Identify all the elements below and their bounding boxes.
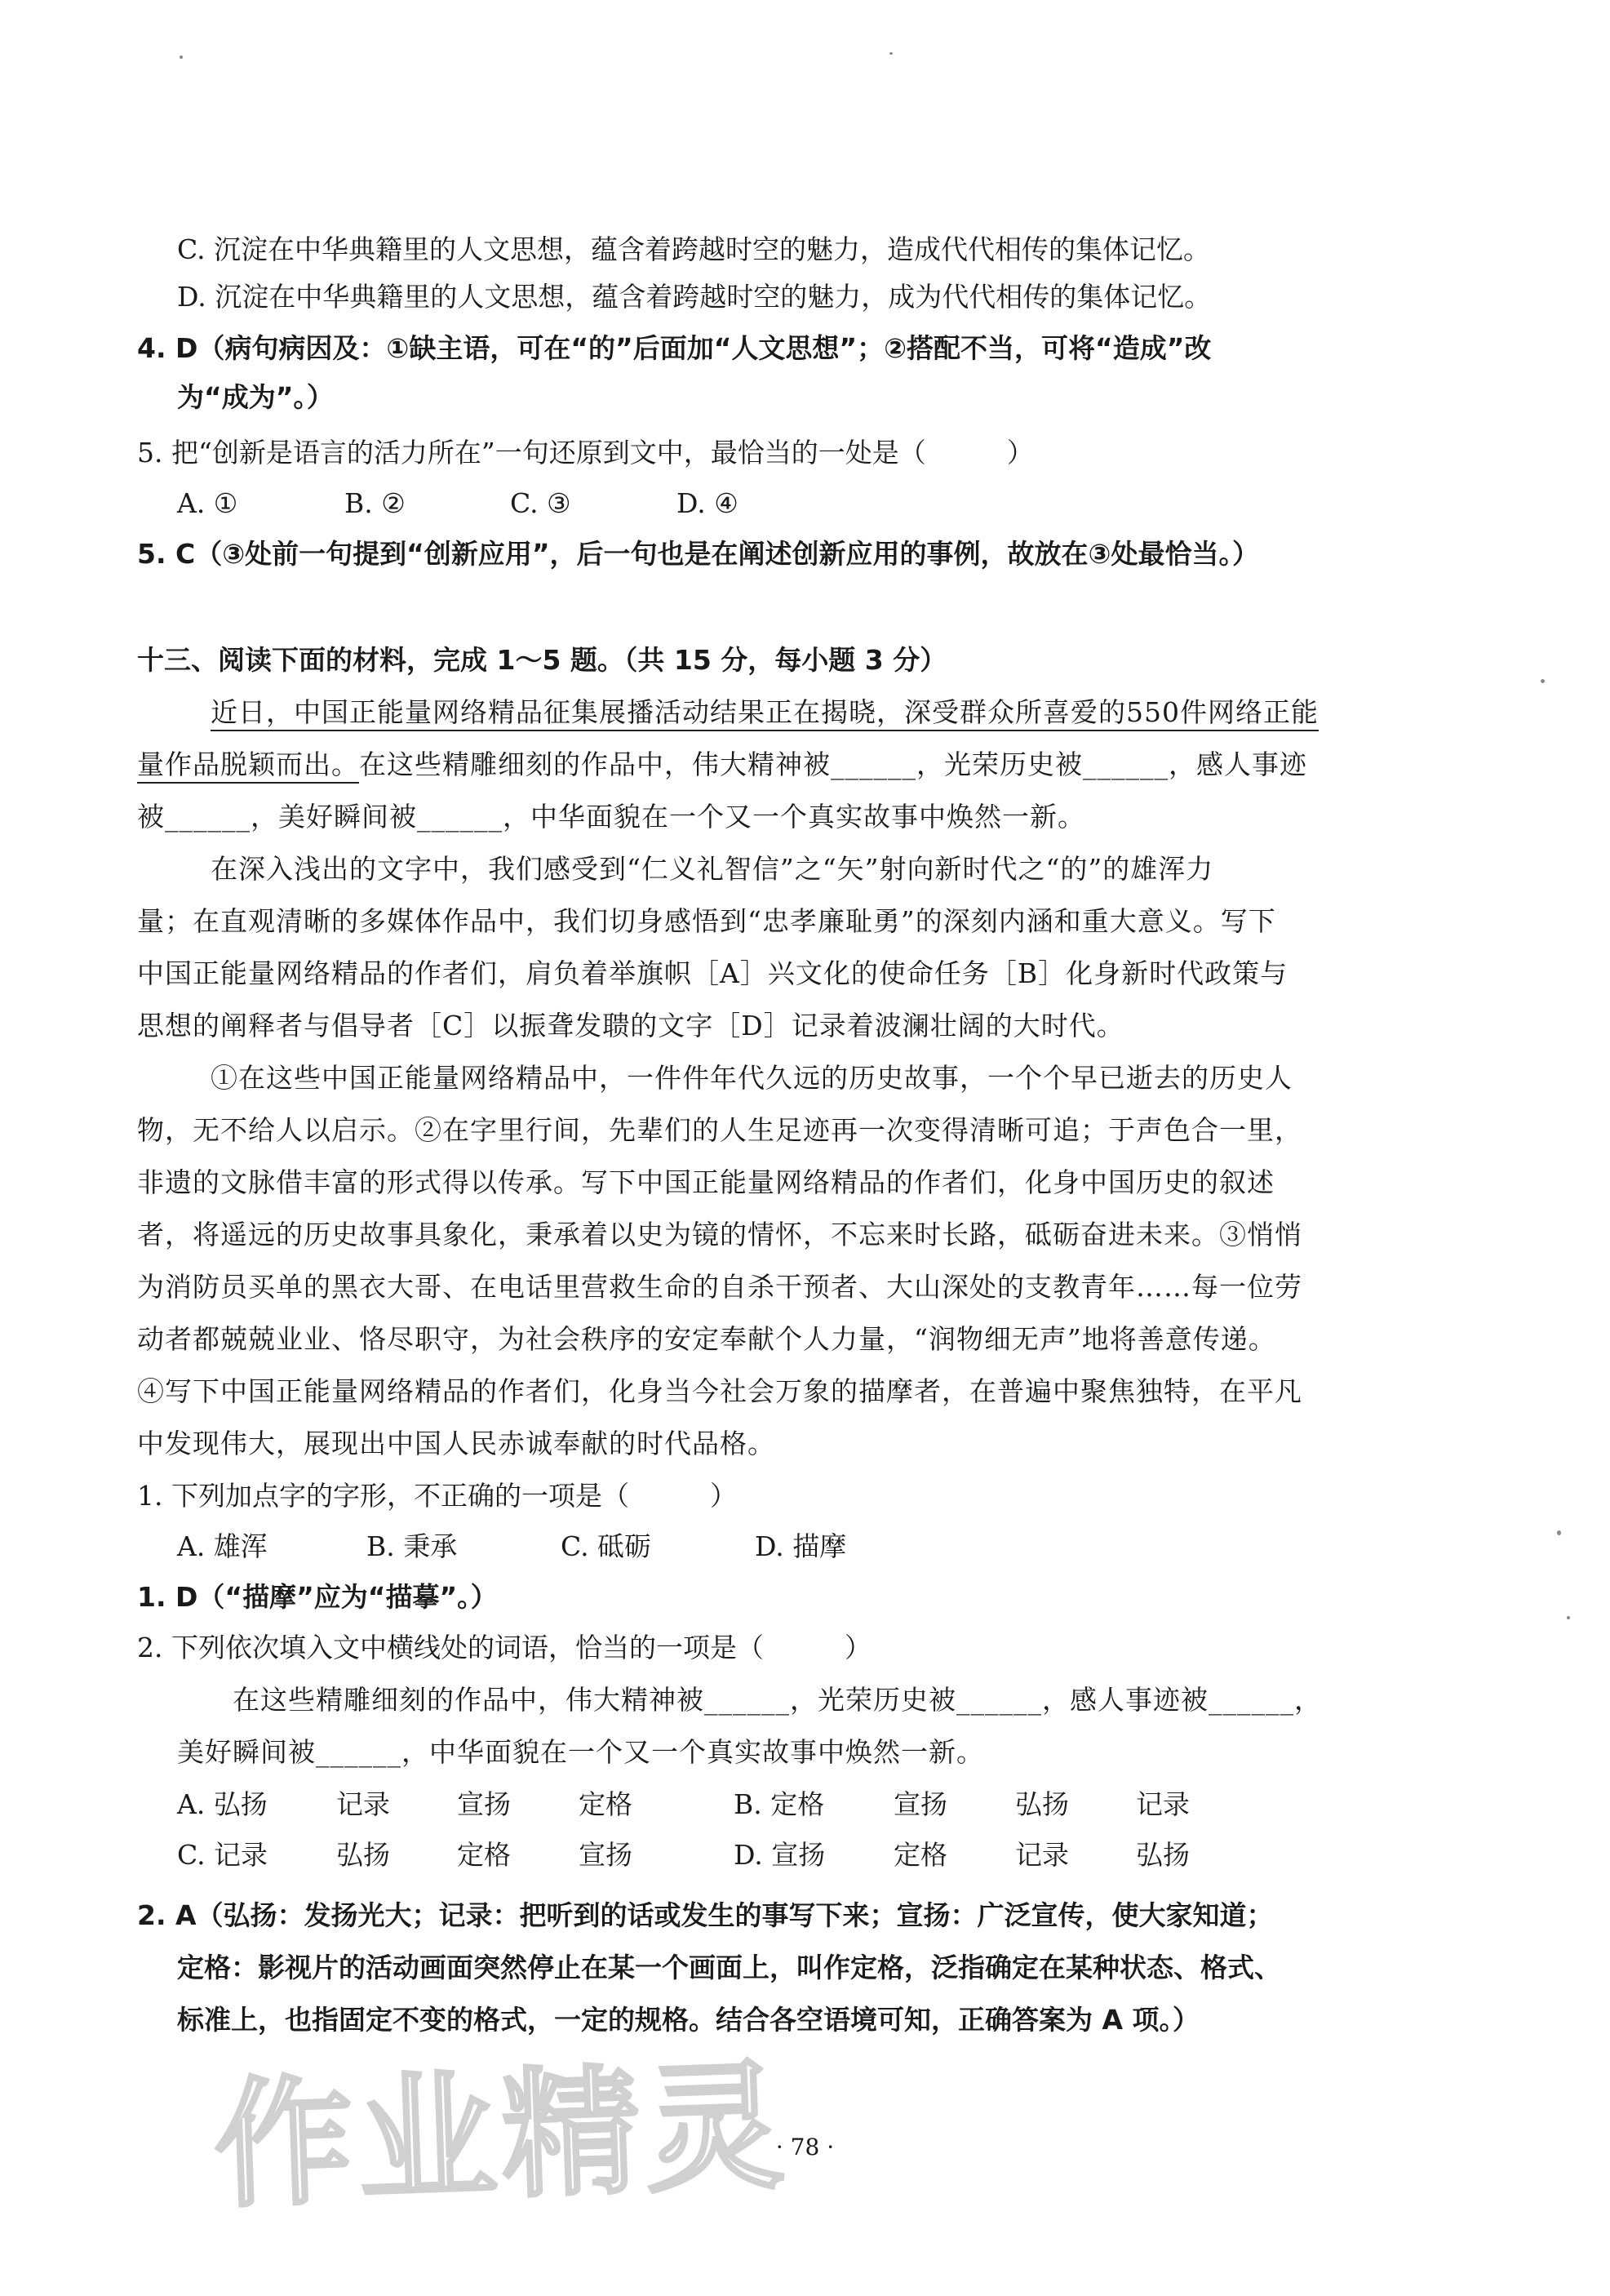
q2-option-a-1: A. 弘扬	[177, 1788, 268, 1820]
q5-option-c: C. ③	[510, 487, 571, 519]
question-5-emphasis: 最恰当	[710, 437, 792, 469]
question-5	[137, 435, 1034, 471]
q2-option-c-4: 宣扬	[579, 1839, 632, 1871]
q1-option-c: C. 砥砺	[561, 1530, 652, 1562]
underlined-sentence: 近日，中国正能量网络精品征集展播活动结果正在揭晓，深受群众所喜爱的550件网络正能	[211, 696, 1319, 731]
passage-p1-line2-rest: 在这些精雕细刻的作品中，伟大精神被______，光荣历史被______，感人事迹	[359, 748, 1307, 780]
answer-4-line2: 为“成为”。）	[177, 381, 334, 413]
q1-option-d: D. 描摩	[755, 1530, 847, 1562]
answer-4-line1: 4. D（病句病因及：①缺主语，可在“的”后面加“人文思想”；②搭配不当，可将“造成”改	[137, 332, 1212, 364]
question-2-options-row1	[177, 1787, 1401, 1823]
page-number: · 78 ·	[775, 2134, 835, 2161]
q5-option-b: B. ②	[344, 487, 406, 519]
passage-p3-line4: 者，将遥远的历史故事具象化，秉承着以史为镜的情怀，不忘来时长路，砥砺奋进未来。③悄悄	[137, 1219, 1302, 1250]
scan-speck	[1567, 1616, 1570, 1619]
question-5-options	[177, 486, 830, 522]
q2-option-b-4: 记录	[1136, 1788, 1190, 1820]
answer-5: 5. C（③处前一句提到“创新应用”，后一句也是在阐述创新应用的事例，故放在③处最恰当。）	[137, 538, 1259, 570]
underlined-sentence-end: 量作品脱颖而出。	[137, 748, 359, 784]
answer-2-line1: 2. A（弘扬：发扬光大；记录：把听到的话或发生的事写下来；宣扬：广泛宣传，使大家知道；	[137, 1899, 1274, 1931]
question-2	[137, 1630, 872, 1666]
watermark-logo: 作业精灵	[211, 2045, 792, 2228]
passage-p3-line3: 非遗的文脉借丰富的形式得以传承。写下中国正能量网络精品的作者们，化身中国历史的叙述	[137, 1166, 1275, 1198]
q2-option-a-2: 记录	[336, 1788, 390, 1820]
q2-option-d-3: 记录	[1015, 1839, 1069, 1871]
q2-option-d-4: 弘扬	[1136, 1839, 1190, 1871]
q2-option-b-3: 弘扬	[1015, 1788, 1069, 1820]
passage-p3-line5: 为消防员买单的黑衣大哥、在电话里营救生命的自杀干预者、大山深处的支教青年……每一位劳	[137, 1271, 1302, 1303]
passage-p3-line6: 动者都兢兢业业、恪尽职守，为社会秩序的安定奉献个人力量，“润物细无声”地将善意传递。	[137, 1323, 1276, 1355]
section-13-title: 十三、阅读下面的材料，完成 1～5 题。（共 15 分，每小题 3 分）	[137, 644, 947, 676]
question-5-post: 的一处是（ ）	[791, 437, 1034, 469]
option-c: C. 沉淀在中华典籍里的人文思想，蕴含着跨越时空的魅力，造成代代相传的集体记忆。	[177, 233, 1211, 265]
question-1	[137, 1478, 737, 1514]
q2-option-a-3: 宣扬	[457, 1788, 511, 1820]
passage-p2-line1: 在深入浅出的文字中，我们感受到“仁义礼智信”之“矢”射向新时代之“的”的雄浑力	[211, 853, 1214, 885]
question-2-emphasis: 恰当	[574, 1632, 629, 1663]
option-d: D. 沉淀在中华典籍里的人文思想，蕴含着跨越时空的魅力，成为代代相传的集体记忆。	[177, 281, 1212, 313]
q2-option-d-1: D. 宣扬	[734, 1839, 826, 1871]
question-2-sentence-line2: 美好瞬间被______，中华面貌在一个又一个真实故事中焕然一新。	[177, 1736, 984, 1768]
passage-p3-line7: ④写下中国正能量网络精品的作者们，化身当今社会万象的描摩者，在普遍中聚焦独特，在平凡	[137, 1375, 1302, 1407]
passage-p2-line3: 中国正能量网络精品的作者们，肩负着举旗帜［A］兴文化的使命任务［B］化身新时代政策与	[137, 957, 1288, 989]
answer-1: 1. D（“描摩”应为“描摹”。）	[137, 1581, 498, 1613]
question-2-pre: 2. 下列依次填入文中横线处的词语，	[137, 1632, 575, 1663]
q2-option-c-3: 定格	[457, 1839, 511, 1871]
q1-option-a: A. 雄浑	[177, 1530, 268, 1562]
question-2-sentence-line1: 在这些精雕细刻的作品中，伟大精神被______，光荣历史被______，感人事迹被______，	[233, 1684, 1322, 1716]
q1-option-b: B. 秉承	[366, 1530, 458, 1562]
q2-option-d-2: 定格	[894, 1839, 947, 1871]
q2-option-b-2: 宣扬	[894, 1788, 947, 1820]
passage-p1-line1	[211, 695, 1319, 731]
passage-p1-line2	[137, 747, 1307, 783]
passage-p1-line3: 被______，美好瞬间被______，中华面貌在一个又一个真实故事中焕然一新。	[137, 801, 1085, 833]
q2-option-a-4: 定格	[579, 1788, 632, 1820]
question-2-post: 的一项是（ ）	[628, 1632, 872, 1663]
scan-speck	[1557, 1530, 1561, 1535]
answer-2-line2: 定格：影视片的活动画面突然停止在某一个画面上，叫作定格，泛指确定在某种状态、格式、	[177, 1952, 1281, 1983]
q5-option-a: A. ①	[177, 487, 238, 519]
q2-option-b-1: B. 定格	[734, 1788, 825, 1820]
passage-p3-line1: ①在这些中国正能量网络精品中，一件件年代久远的历史故事，一个个早已逝去的历史人	[211, 1062, 1293, 1094]
question-2-options-row2	[177, 1837, 1401, 1873]
question-1-post: 的一项是（ ）	[494, 1480, 737, 1512]
q2-option-c-1: C. 记录	[177, 1839, 268, 1871]
q5-option-d: D. ④	[676, 487, 738, 519]
question-5-pre: 5. 把“创新是语言的活力所在”一句还原到文中，	[137, 437, 711, 469]
passage-p2-line2: 量；在直观清晰的多媒体作品中，我们切身感悟到“忠孝廉耻勇”的深刻内涵和重大意义。写下	[137, 905, 1276, 937]
answer-2-line3: 标准上，也指固定不变的格式，一定的规格。结合各空语境可知，正确答案为 A 项。）	[177, 2004, 1200, 2036]
question-1-emphasis: 不正确	[413, 1480, 495, 1512]
passage-p3-line2: 物，无不给人以启示。②在字里行间，先辈们的人生足迹再一次变得清晰可追；于声色合一里，	[137, 1114, 1302, 1146]
scan-speck	[1541, 679, 1545, 683]
passage-p2-line4: 思想的阐释者与倡导者［C］以振聋发聩的文字［D］记录着波澜壮阔的大时代。	[137, 1010, 1124, 1041]
question-1-options	[177, 1529, 911, 1565]
question-1-pre: 1. 下列加点字的字形，	[137, 1480, 414, 1512]
q2-option-c-2: 弘扬	[336, 1839, 390, 1871]
scan-speck	[889, 52, 893, 55]
passage-p3-line8: 中发现伟大，展现出中国人民赤诚奉献的时代品格。	[137, 1428, 775, 1459]
scan-speck	[180, 56, 183, 59]
